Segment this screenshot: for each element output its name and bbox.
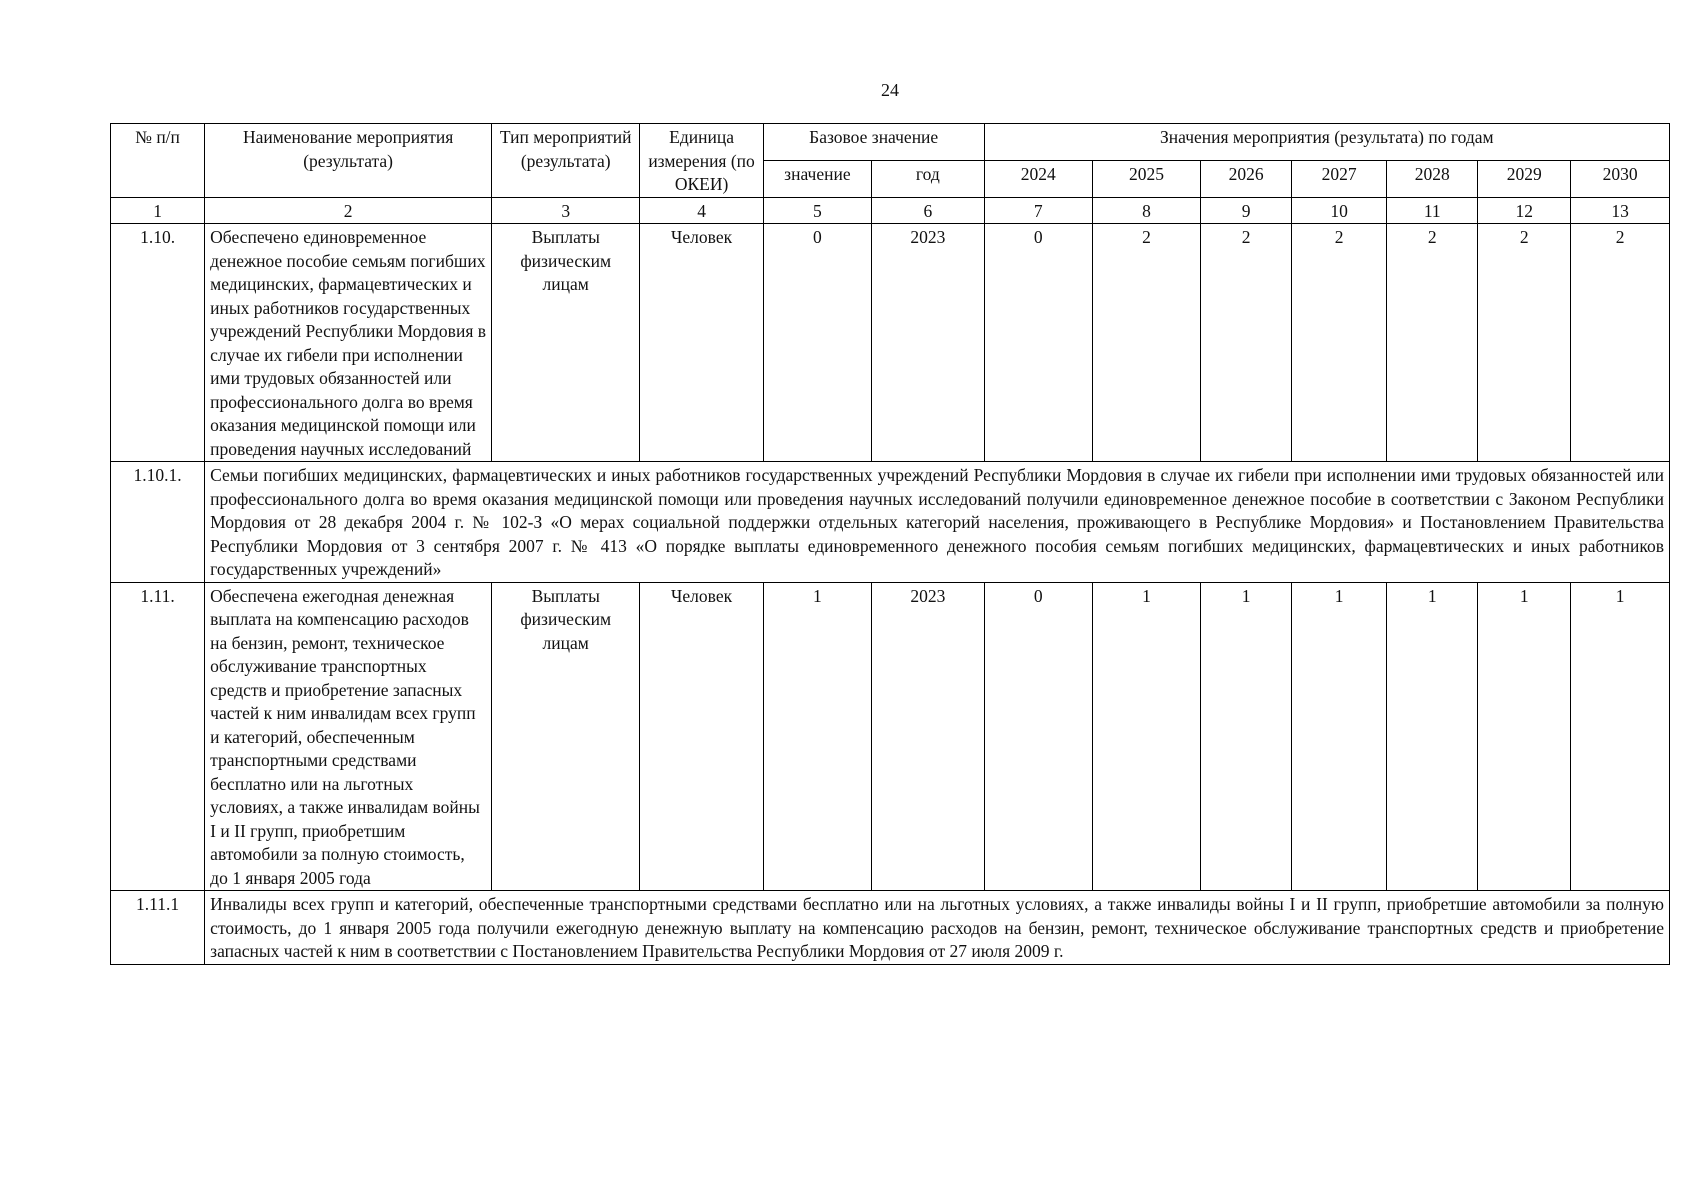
measures-table — [110, 123, 1670, 965]
value-2027: 2 — [1292, 224, 1387, 462]
column-index: 6 — [872, 197, 985, 224]
row-number: 1.11. — [111, 582, 205, 891]
value-2026: 2 — [1201, 224, 1292, 462]
value-2027: 1 — [1292, 582, 1387, 891]
measure-unit: Человек — [640, 582, 763, 891]
table-row — [111, 891, 1670, 965]
value-2029: 1 — [1478, 582, 1571, 891]
header-name: Наименование мероприятия (результата) — [205, 124, 492, 198]
base-value: 0 — [763, 224, 871, 462]
base-value: 1 — [763, 582, 871, 891]
column-index: 7 — [984, 197, 1092, 224]
column-index: 5 — [763, 197, 871, 224]
header-base-year: год — [872, 160, 985, 197]
column-index: 11 — [1387, 197, 1478, 224]
value-2029: 2 — [1478, 224, 1571, 462]
header-year-2028: 2028 — [1387, 160, 1478, 197]
table-row — [111, 224, 1670, 462]
measure-type: Выплаты физическим лицам — [492, 224, 640, 462]
header-years: Значения мероприятия (результата) по годам — [984, 124, 1669, 161]
column-index: 4 — [640, 197, 763, 224]
column-index: 10 — [1292, 197, 1387, 224]
column-index: 12 — [1478, 197, 1571, 224]
measure-type: Выплаты физическим лицам — [492, 582, 640, 891]
measure-unit: Человек — [640, 224, 763, 462]
header-year-2027: 2027 — [1292, 160, 1387, 197]
column-index: 1 — [111, 197, 205, 224]
column-index: 3 — [492, 197, 640, 224]
measure-name: Обеспечено единовременное денежное пособие семьям погибших медицинских, фармацевтических и иных работников государственных учреждений Республики Мордовия в случае их гибели при исполнении ими трудовых обязанностей или профессионального долга во время оказания медицинской помощи или проведения научных исследований — [205, 224, 492, 462]
value-2030: 2 — [1571, 224, 1670, 462]
value-2024: 0 — [984, 582, 1092, 891]
header-base: Базовое значение — [763, 124, 984, 161]
header-year-2029: 2029 — [1478, 160, 1571, 197]
column-index: 9 — [1201, 197, 1292, 224]
column-index: 2 — [205, 197, 492, 224]
measure-name: Обеспечена ежегодная денежная выплата на компенсацию расходов на бензин, ремонт, техническое обслуживание транспортных средств и приобретение запасных частей к ним инвалидам всех групп и категорий, обеспеченным транспортными средствами бесплатно или на льготных условиях, а также инвалидам войны I и II групп, приобретшим автомобили за полную стоимость, до 1 января 2005 года — [205, 582, 492, 891]
value-2026: 1 — [1201, 582, 1292, 891]
header-base-value: значение — [763, 160, 871, 197]
value-2025: 1 — [1092, 582, 1200, 891]
header-year-2026: 2026 — [1201, 160, 1292, 197]
column-index: 13 — [1571, 197, 1670, 224]
header-year-2030: 2030 — [1571, 160, 1670, 197]
value-2028: 2 — [1387, 224, 1478, 462]
column-index-row — [111, 197, 1670, 224]
header-row-1 — [111, 124, 1670, 161]
value-2025: 2 — [1092, 224, 1200, 462]
result-description: Инвалиды всех групп и категорий, обеспеченные транспортными средствами бесплатно или на льготных условиях, а также инвалиды войны I и II групп, приобретшие автомобили за полную стоимость, до 1 января 2005 года получили ежегодную денежную выплату на компенсацию расходов на бензин, ремонт, техническое обслуживание транспортных средств и приобретение запасных частей к ним в соответствии с Постановлением Правительства Республики Мордовия от 27 июля 2009 г. — [205, 891, 1670, 965]
header-year-2025: 2025 — [1092, 160, 1200, 197]
value-2024: 0 — [984, 224, 1092, 462]
table-row — [111, 462, 1670, 583]
header-year-2024: 2024 — [984, 160, 1092, 197]
value-2028: 1 — [1387, 582, 1478, 891]
row-number: 1.10.1. — [111, 462, 205, 583]
column-index: 8 — [1092, 197, 1200, 224]
page-number: 24 — [881, 80, 899, 100]
header-num: № п/п — [111, 124, 205, 198]
table-row — [111, 582, 1670, 891]
base-year: 2023 — [872, 224, 985, 462]
row-number: 1.10. — [111, 224, 205, 462]
header-type: Тип мероприятий (результата) — [492, 124, 640, 198]
row-number: 1.11.1 — [111, 891, 205, 965]
value-2030: 1 — [1571, 582, 1670, 891]
header-unit: Единица измерения (по ОКЕИ) — [640, 124, 763, 198]
base-year: 2023 — [872, 582, 985, 891]
result-description: Семьи погибших медицинских, фармацевтических и иных работников государственных учреждений Республики Мордовия в случае их гибели при исполнении ими трудовых обязанностей или профессионального долга во время оказания медицинской помощи или проведения научных исследований получили единовременное денежное пособие в соответствии с Законом Республики Мордовия от 28 декабря 2004 г. № 102-З «О мерах социальной поддержки отдельных категорий населения, проживающего в Республике Мордовия» и Постановлением Правительства Республики Мордовия от 3 сентября 2007 г. № 413 «О порядке выплаты единовременного денежного пособия семьям погибших медицинских, фармацевтических и иных работников государственных учреждений» — [205, 462, 1670, 583]
